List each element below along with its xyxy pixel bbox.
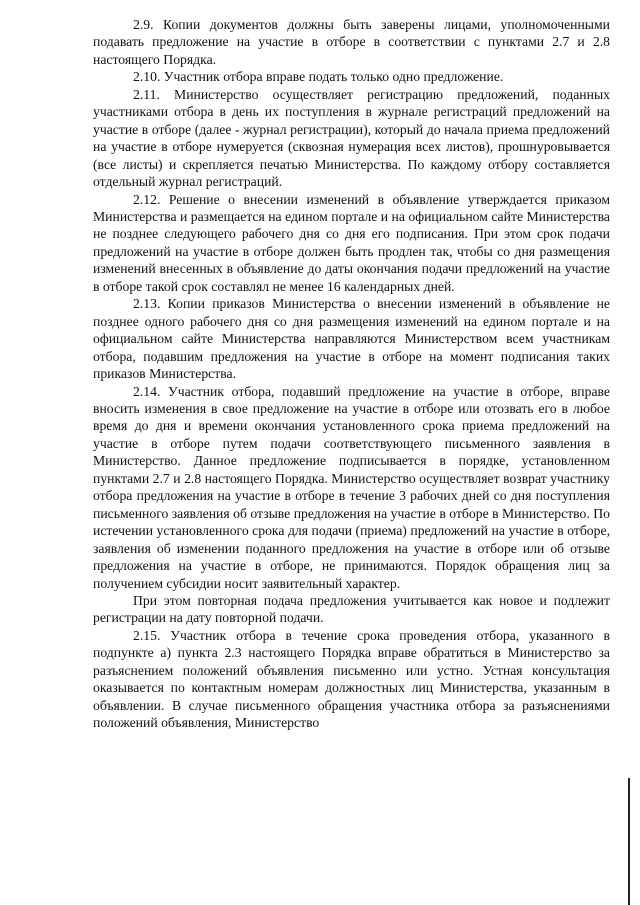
paragraph-2-14-continuation: При этом повторная подача предложения учитывается как новое и подлежит регистрации на дату повторной подачи. (93, 592, 610, 626)
paragraph-2-9: 2.9. Копии документов должны быть заверены лицами, уполномоченными подавать предложение на участие в отборе в соответствии с пунктами 2.7 и 2.8 настоящего Порядка. (93, 17, 610, 67)
paragraph-2-12: 2.12. Решение о внесении изменений в объявление утверждается приказом Министерства и размещается на едином портале и на официальном сайте Министерства не позднее следующего рабочего дня со дня его подписания. При этом срок подачи предложений на участие в отборе должен быть продлен так, чтобы со дня размещения изменений внесенных в объявление до даты окончания подачи предложений на участие в отборе такой срок составлял не менее 16 календарных дней. (93, 191, 610, 294)
paragraph-2-10: 2.10. Участник отбора вправе подать только одно предложение. (133, 69, 504, 85)
paragraph-2-13: 2.13. Копии приказов Министерства о внесении изменений в объявление не позднее одного рабочего дня со дня размещения изменений на едином портале и на официальном сайте Министерства направляются Министерством всем участникам отбора, подавшим предложения на участие в отборе на момент подписания таких приказов Министерства. (93, 296, 610, 382)
paragraph-2-15: 2.15. Участник отбора в течение срока проведения отбора, указанного в подпункте а) пункта 2.3 настоящего Порядка вправе обратиться в Министерство за разъяснением положений объявления письменно или устно. Устная консультация оказывается по контактным номерам должностных лиц Министерства, указанным в объявлении. В случае письменного обращения участника отбора за разъяснениями положений объявления, Министерство (93, 627, 610, 731)
scan-edge-line (628, 778, 630, 905)
paragraph-2-11: 2.11. Министерство осуществляет регистрацию предложений, поданных участниками отбора в день их поступления в журнале регистраций предложений на участие в отборе (далее - журнал регистрации), который до начала приема предложений на участие в отборе нумеруется (сквозная нумерация всех листов), прошнуровывается (все листы) и скрепляется печатью Министерства. По каждому отбору составляется отдельный журнал регистраций. (93, 86, 610, 190)
paragraph-2-14: 2.14. Участник отбора, подавший предложение на участие в отборе, вправе вносить изменения в свое предложение на участие в отборе или отозвать его в любое время до дня и времени окончания установленного срока приема предложений на участие в отборе путем подачи соответствующего письменного заявления в Министерство. Данное предложение подписывается в порядке, установленном пунктами 2.7 и 2.8 настоящего Порядка. Министерство осуществляет возврат участнику отбора предложения на участие в отборе в течение 3 рабочих дней со дня поступления письменного заявления об отзыве предложения на участие в отборе в Министерство. По истечении установленного срока для подачи (приема) предложений на участие в отборе, заявления об изменении поданного предложения на участие в отборе или об отзыве предложения на участие в отборе, не принимаются. Порядок обращения лиц за получением субсидии носит заявительный характер. (93, 383, 610, 591)
